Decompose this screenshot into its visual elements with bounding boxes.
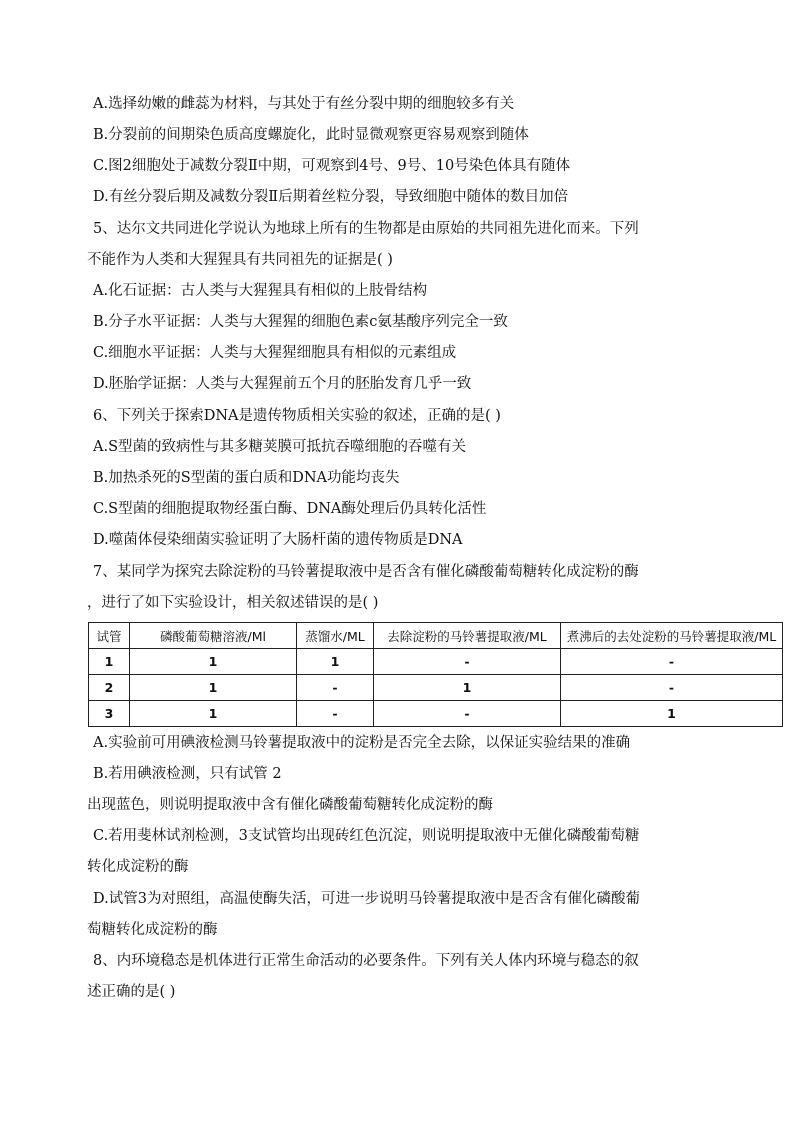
option-d-q7: D.试管3为对照组，高温使酶失活，可进一步说明马铃薯提取液中是否含有催化磷酸葡 [93, 891, 640, 907]
option-b-q6: B.加热杀死的S型菌的蛋白质和DNA功能均丧失 [93, 470, 400, 486]
table-cell: - [297, 701, 374, 727]
table-row [89, 701, 783, 727]
table-cell: 1 [374, 675, 561, 701]
table-cell: - [561, 675, 783, 701]
option-d-q5: D.胚胎学证据：人类与大猩猩前五个月的胚胎发育几乎一致 [93, 376, 472, 392]
question-5-stem-cont: 不能作为人类和大猩猩具有共同祖先的证据是( ) [87, 252, 393, 268]
table-cell: - [374, 649, 561, 675]
option-d-q7-cont: 萄糖转化成淀粉的酶 [87, 922, 218, 938]
header-tube: 试管 [89, 623, 130, 649]
header-extract: 去除淀粉的马铃薯提取液/ML [374, 623, 561, 649]
header-boiled-extract: 煮沸后的去处淀粉的马铃薯提取液/ML [561, 623, 783, 649]
option-a-q4: A.选择幼嫩的雌蕊为材料，与其处于有丝分裂中期的细胞较多有关 [93, 96, 515, 112]
table-cell: - [297, 675, 374, 701]
question-8-stem-cont: 述正确的是( ) [87, 984, 176, 1000]
question-5-stem: 5、达尔文共同进化学说认为地球上所有的生物都是由原始的共同祖先进化而来。下列 [93, 221, 639, 237]
option-a-q5: A.化石证据：古人类与大猩猩具有相似的上肢骨结构 [93, 283, 428, 299]
table-cell: 1 [89, 649, 130, 675]
option-b-q7-cont: 出现蓝色，则说明提取液中含有催化磷酸葡萄糖转化成淀粉的酶 [87, 797, 493, 813]
question-7-stem: 7、某同学为探究去除淀粉的马铃薯提取液中是否含有催化磷酸葡萄糖转化成淀粉的酶 [93, 564, 639, 580]
question-8-stem: 8、内环境稳态是机体进行正常生命活动的必要条件。下列有关人体内环境与稳态的叙 [93, 953, 639, 969]
experiment-table [88, 622, 783, 727]
table-header-row [89, 623, 783, 649]
option-d-q6: D.噬菌体侵染细菌实验证明了大肠杆菌的遗传物质是DNA [93, 532, 463, 548]
option-c-q5: C.细胞水平证据：人类与大猩猩细胞具有相似的元素组成 [93, 345, 457, 361]
table-cell: 1 [130, 649, 297, 675]
option-d-q4: D.有丝分裂后期及减数分裂Ⅱ后期着丝粒分裂，导致细胞中随体的数目加倍 [93, 189, 569, 205]
table-cell: 1 [130, 675, 297, 701]
table-cell: 1 [297, 649, 374, 675]
header-glucose-phosphate: 磷酸葡萄糖溶液/Ml [130, 623, 297, 649]
table-cell: 1 [130, 701, 297, 727]
table-cell: 2 [89, 675, 130, 701]
question-6-stem: 6、下列关于探索DNA是遗传物质相关实验的叙述，正确的是( ) [93, 408, 501, 424]
option-c-q7: C.若用斐林试剂检测，3支试管均出现砖红色沉淀，则说明提取液中无催化磷酸葡萄糖 [93, 828, 640, 844]
option-c-q4: C.图2细胞处于减数分裂Ⅱ中期，可观察到4号、9号、10号染色体具有随体 [93, 158, 571, 174]
question-7-stem-cont: ，进行了如下实验设计，相关叙述错误的是( ) [87, 595, 379, 611]
table-cell: 1 [561, 701, 783, 727]
table-cell: 3 [89, 701, 130, 727]
option-c-q6: C.S型菌的细胞提取物经蛋白酶、DNA酶处理后仍具转化活性 [93, 501, 487, 517]
option-c-q7-cont: 转化成淀粉的酶 [87, 859, 189, 875]
option-b-q5: B.分子水平证据：人类与大猩猩的细胞色素c氨基酸序列完全一致 [93, 314, 508, 330]
table-row [89, 675, 783, 701]
table-cell: - [561, 649, 783, 675]
option-a-q7: A.实验前可用碘液检测马铃薯提取液中的淀粉是否完全去除，以保证实验结果的准确 [93, 735, 631, 751]
option-b-q4: B.分裂前的间期染色质高度螺旋化，此时显微观察更容易观察到随体 [93, 127, 529, 143]
table-cell: - [374, 701, 561, 727]
table-row [89, 649, 783, 675]
header-distilled-water: 蒸馏水/ML [297, 623, 374, 649]
option-b-q7: B.若用碘液检测，只有试管 2 [93, 766, 282, 782]
option-a-q6: A.S型菌的致病性与其多糖荚膜可抵抗吞噬细胞的吞噬有关 [93, 439, 467, 455]
